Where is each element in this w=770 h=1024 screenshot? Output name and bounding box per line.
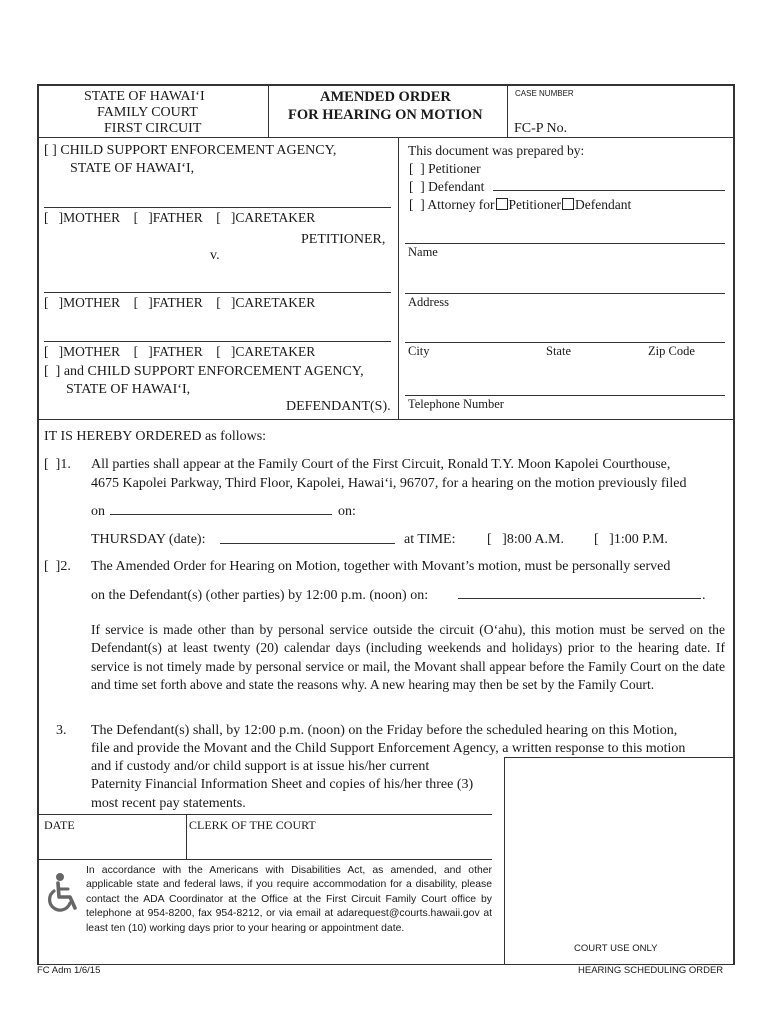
item2-checkbox[interactable]: [ ] bbox=[44, 559, 61, 574]
item3-line-1: The Defendant(s) shall, by 12:00 p.m. (noon) on the Friday before the scheduled hearing on this Motion, bbox=[91, 723, 678, 738]
father-checkbox[interactable]: [ ] bbox=[133, 210, 153, 225]
title-line-2: FOR HEARING ON MOTION bbox=[288, 107, 483, 123]
preparer-attorney-checkbox[interactable]: [ ] bbox=[409, 197, 425, 212]
mother-checkbox[interactable]: [ ] bbox=[44, 344, 64, 359]
case-number-label: CASE NUMBER bbox=[515, 89, 574, 98]
on-label: on bbox=[91, 504, 105, 519]
order-intro: IT IS HEREBY ORDERED as follows: bbox=[44, 429, 267, 444]
court-circuit: FIRST CIRCUIT bbox=[104, 121, 202, 136]
zip-label: Zip Code bbox=[648, 344, 695, 358]
thursday-label: THURSDAY (date): bbox=[91, 532, 206, 547]
defendant-agency-line-2: STATE OF HAWAI‘I, bbox=[66, 382, 191, 397]
item3-line-5: most recent pay statements. bbox=[91, 796, 246, 811]
petitioner-agency-line-2: STATE OF HAWAI‘I, bbox=[70, 161, 195, 176]
mother-checkbox[interactable]: [ ] bbox=[44, 295, 64, 310]
attorney-for-defendant-checkbox[interactable] bbox=[562, 198, 574, 210]
defendant-role-row-2: [ ]MOTHER [ ]FATHER [ ]CARETAKER bbox=[44, 344, 316, 359]
mother-checkbox[interactable]: [ ] bbox=[44, 210, 64, 225]
clerk-signature-field[interactable] bbox=[189, 832, 489, 858]
caretaker-checkbox[interactable]: [ ] bbox=[216, 344, 236, 359]
petitioner-role-row: [ ]MOTHER [ ]FATHER [ ]CARETAKER bbox=[44, 210, 316, 225]
time-am-checkbox[interactable]: [ ] bbox=[487, 532, 507, 547]
date-field[interactable] bbox=[40, 832, 184, 858]
wheelchair-icon bbox=[44, 872, 80, 914]
time-pm-checkbox[interactable]: [ ] bbox=[594, 532, 614, 547]
telephone-label: Telephone Number bbox=[408, 397, 504, 411]
item3-number: 3. bbox=[56, 723, 67, 738]
title-line-1: AMENDED ORDER bbox=[320, 89, 451, 105]
service-date-field[interactable] bbox=[458, 584, 701, 598]
versus-label: v. bbox=[210, 248, 220, 263]
court-name: FAMILY COURT bbox=[97, 105, 198, 120]
caretaker-checkbox[interactable]: [ ] bbox=[216, 295, 236, 310]
item2-number: 2. bbox=[60, 559, 71, 574]
item2-line-1: The Amended Order for Hearing on Motion, together with Movant’s motion, must be personally served bbox=[91, 559, 671, 574]
petitioner-agency-line-1: CHILD SUPPORT ENFORCEMENT AGENCY, bbox=[60, 143, 337, 158]
court-state: STATE OF HAWAI‘I bbox=[84, 89, 205, 104]
item1-number: 1. bbox=[60, 457, 71, 472]
form-id: FC Adm 1/6/15 bbox=[37, 965, 101, 976]
defendant-agency-line-1: and CHILD SUPPORT ENFORCEMENT AGENCY, bbox=[63, 364, 364, 379]
ada-text: In accordance with the Americans with Disabilities Act, as amended, and other applicable state and federal laws, if you require accommodation for a disability, please contact the ADA Coordinator at the Office at the First Circuit Family Court office by telephone at 954-8200, fax 954-8212, or via email at adarequest@courts.hawaii.gov at least ten (10) working days prior to your hearing or appointment date. bbox=[86, 865, 492, 934]
item1-line-2: 4675 Kapolei Parkway, Third Floor, Kapolei, Hawai‘i, 96707, for a hearing on the motion previously filed bbox=[91, 476, 687, 491]
time-pm-label: 1:00 P.M. bbox=[613, 532, 668, 547]
father-checkbox[interactable]: [ ] bbox=[133, 295, 153, 310]
preparer-heading: This document was prepared by: bbox=[408, 143, 585, 158]
form-name: HEARING SCHEDULING ORDER bbox=[578, 965, 724, 976]
address-label: Address bbox=[408, 295, 449, 309]
caretaker-checkbox[interactable]: [ ] bbox=[216, 210, 236, 225]
name-label: Name bbox=[408, 245, 438, 259]
defendant-role-row-1: [ ]MOTHER [ ]FATHER [ ]CARETAKER bbox=[44, 295, 316, 310]
item3-line-4: Paternity Financial Information Sheet and copies of his/her three (3) bbox=[91, 777, 474, 792]
father-checkbox[interactable]: [ ] bbox=[133, 344, 153, 359]
state-label: State bbox=[546, 344, 571, 358]
city-label: City bbox=[408, 344, 430, 358]
service-paragraph: If service is made other than by personal service outside the circuit (O‘ahu), this motion must be served on the Defendant(s) at least twenty (20) calendar days (including weekends and holidays) prior to the hearing date. If service is not timely made by personal service or mail, the Movant shall appear before the Family Court on the date and time set forth above and state the reasons why. A new hearing may then be set by the Family Court. bbox=[91, 622, 725, 693]
item1-line-1: All parties shall appear at the Family Court of the First Circuit, Ronald T.Y. Moon Kapolei Courthouse, bbox=[91, 457, 671, 472]
filed-date-field[interactable] bbox=[110, 500, 332, 514]
petitioner-label: PETITIONER, bbox=[301, 232, 386, 247]
item1-checkbox[interactable]: [ ] bbox=[44, 457, 61, 472]
case-number-input[interactable] bbox=[578, 118, 728, 134]
at-time-label: at TIME: bbox=[404, 532, 456, 547]
item3-line-3: and if custody and/or child support is at issue his/her current bbox=[91, 759, 430, 774]
date-label: DATE bbox=[44, 818, 75, 832]
on-suffix: on: bbox=[338, 504, 356, 519]
attorney-for-petitioner-checkbox[interactable] bbox=[496, 198, 508, 210]
clerk-label: CLERK OF THE COURT bbox=[189, 818, 316, 832]
court-use-label: COURT USE ONLY bbox=[574, 943, 658, 954]
hearing-date-field[interactable] bbox=[220, 529, 395, 543]
bracket-checkbox[interactable]: [ ] bbox=[44, 143, 57, 158]
case-number-prefix: FC-P No. bbox=[514, 121, 568, 136]
preparer-petitioner-checkbox[interactable]: [ ] bbox=[409, 161, 425, 176]
item2-line-2: on the Defendant(s) (other parties) by 12:00 p.m. (noon) on: bbox=[91, 588, 429, 603]
item3-line-2: file and provide the Movant and the Child Support Enforcement Agency, a written response to this motion bbox=[91, 741, 686, 756]
csea-defendant-checkbox[interactable]: [ ] bbox=[44, 364, 61, 379]
defendant-label: DEFENDANT(S). bbox=[286, 399, 391, 414]
time-am-label: 8:00 A.M. bbox=[506, 532, 565, 547]
preparer-defendant-checkbox[interactable]: [ ] bbox=[409, 179, 425, 194]
